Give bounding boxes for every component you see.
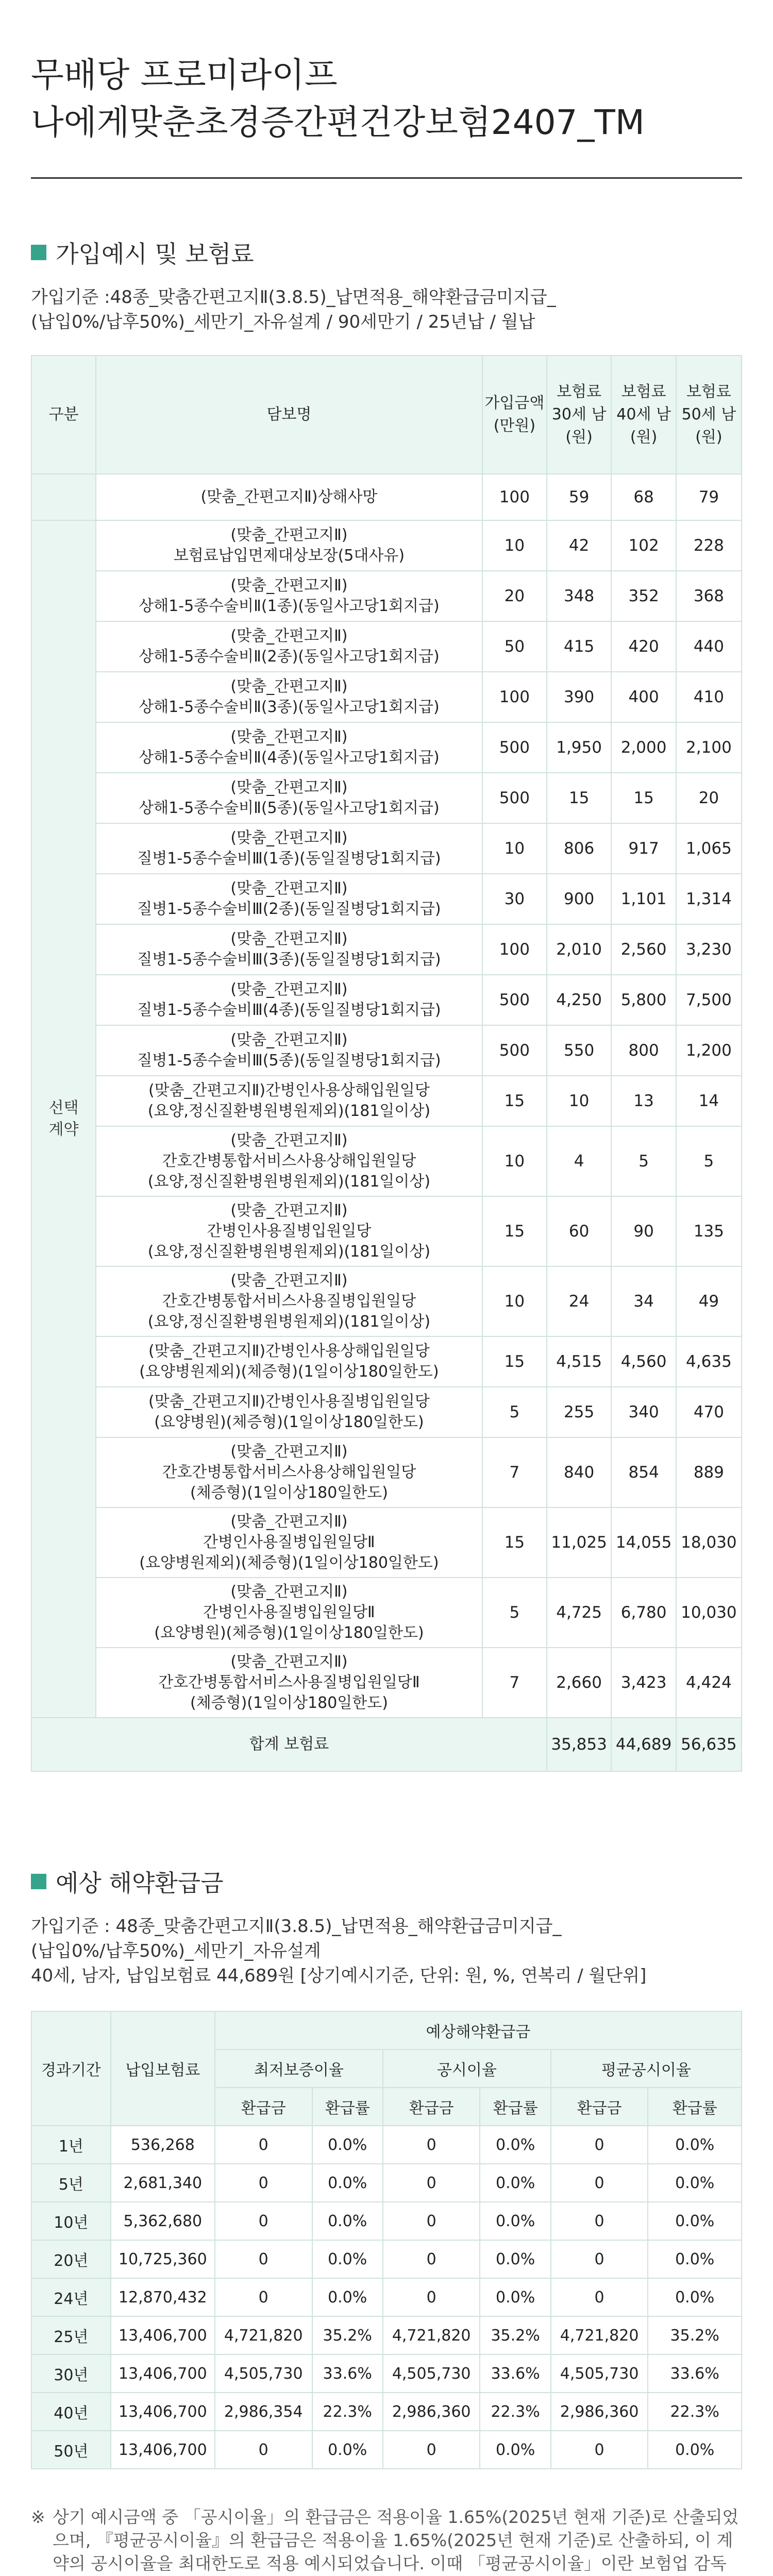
table-row [31,2393,742,2431]
paid-cell: 536,268 [111,2126,215,2164]
refund-cell: 0 [551,2240,648,2278]
premium-cell: 440 [676,621,742,672]
premium-cell: 550 [547,1025,611,1076]
refund-cell: 2,986,354 [215,2393,312,2431]
table-row [31,2240,742,2278]
header-average-rate: 평균공시이율 [551,2049,742,2088]
premium-cell: 4,560 [611,1336,676,1387]
header-ratio: 환급률 [312,2088,383,2126]
ratio-cell: 33.6% [312,2354,383,2393]
refund-cell: 0 [215,2278,312,2316]
amount-cell: 5 [482,1578,547,1648]
period-cell: 40년 [31,2393,111,2431]
table-row [31,672,742,722]
refund-cell: 0 [383,2240,480,2278]
premium-cell: 4,635 [676,1336,742,1387]
amount-cell: 10 [482,1126,547,1196]
table-row [31,571,742,621]
refund-cell: 0 [383,2202,480,2240]
paid-cell: 5,362,680 [111,2202,215,2240]
premium-cell: 348 [547,571,611,621]
premium-cell: 420 [611,621,676,672]
refund-cell: 4,721,820 [215,2316,312,2354]
amount-cell: 15 [482,1196,547,1266]
header-refund: 환급금 [215,2088,312,2126]
ratio-cell: 22.3% [648,2393,742,2431]
premium-cell: 102 [611,520,676,571]
square-bullet-icon [31,245,46,260]
premium-cell: 255 [547,1387,611,1437]
premium-cell: 368 [676,571,742,621]
ratio-cell: 0.0% [480,2431,550,2469]
table-row [31,1076,742,1126]
ratio-cell: 0.0% [648,2240,742,2278]
premium-cell: 6,780 [611,1578,676,1648]
amount-cell: 500 [482,722,547,773]
coverage-name: (맞춤_간편고지Ⅱ) 보험료납입면제대상보장(5대사유) [96,520,482,571]
period-cell: 10년 [31,2202,111,2240]
ratio-cell: 0.0% [648,2278,742,2316]
header-premium-40: 보험료 40세 남 (원) [611,355,676,474]
premium-cell: 840 [547,1437,611,1507]
premium-cell: 5 [611,1126,676,1196]
header-refund: 환급금 [383,2088,480,2126]
premium-cell: 7,500 [676,975,742,1025]
amount-cell: 5 [482,1387,547,1437]
basis-line: (납입0%/납후50%)_세만기_자유설계 / 90세만기 / 25년납 / 월납 [31,312,535,332]
paid-cell: 13,406,700 [111,2316,215,2354]
refund-cell: 0 [551,2126,648,2164]
refund-cell: 0 [215,2240,312,2278]
refund-cell: 4,721,820 [551,2316,648,2354]
section-heading-refund [31,1865,742,1899]
table-row [31,1196,742,1266]
refund-basis-info [31,1914,742,1988]
ratio-cell: 0.0% [648,2431,742,2469]
premium-cell: 2,560 [611,924,676,975]
ratio-cell: 35.2% [648,2316,742,2354]
amount-cell: 500 [482,1025,547,1076]
section-heading-premium [31,235,742,269]
amount-cell: 50 [482,621,547,672]
amount-cell: 500 [482,975,547,1025]
premium-cell: 14,055 [611,1507,676,1578]
table-row [31,1336,742,1387]
note-marker: ※ [31,2507,45,2527]
premium-cell: 2,660 [547,1648,611,1718]
amount-cell: 500 [482,773,547,823]
premium-cell: 470 [676,1387,742,1437]
premium-cell: 4,725 [547,1578,611,1648]
amount-cell: 30 [482,874,547,924]
refund-cell: 0 [551,2164,648,2202]
premium-cell: 1,101 [611,874,676,924]
ratio-cell: 0.0% [312,2164,383,2202]
paid-cell: 13,406,700 [111,2393,215,2431]
premium-cell: 2,010 [547,924,611,975]
ratio-cell: 33.6% [480,2354,550,2393]
premium-basis-info [31,285,742,334]
table-row [31,874,742,924]
coverage-name: (맞춤_간편고지Ⅱ) 상해1-5종수술비Ⅱ(4종)(동일사고당1회지급) [96,722,482,773]
ratio-cell: 0.0% [312,2202,383,2240]
period-cell: 1년 [31,2126,111,2164]
coverage-name: (맞춤_간편고지Ⅱ) 간병인사용질병입원일당 (요양,정신질환병원병원제외)(181일이상) [96,1196,482,1266]
premium-cell: 90 [611,1196,676,1266]
period-cell: 50년 [31,2431,111,2469]
title-divider [31,177,742,179]
table-row [31,1578,742,1648]
table-row [31,1437,742,1507]
table-header-row [31,2011,742,2049]
ratio-cell: 0.0% [648,2164,742,2202]
premium-cell: 49 [676,1266,742,1336]
premium-cell: 228 [676,520,742,571]
table-row [31,975,742,1025]
square-bullet-icon [31,1874,46,1889]
refund-cell: 0 [551,2202,648,2240]
coverage-name: (맞춤_간편고지Ⅱ) 질병1-5종수술비Ⅲ(2종)(동일질병당1회지급) [96,874,482,924]
basis-line: 가입기준 : 48종_맞춤간편고지Ⅱ(3.8.5)_납면적용_해약환급금미지급_ [31,1916,562,1937]
table-row [31,621,742,672]
notes-list [31,2505,742,2576]
paid-cell: 2,681,340 [111,2164,215,2202]
coverage-name: (맞춤_간편고지Ⅱ) 상해1-5종수술비Ⅱ(1종)(동일사고당1회지급) [96,571,482,621]
premium-cell: 5,800 [611,975,676,1025]
coverage-name: (맞춤_간편고지Ⅱ) 질병1-5종수술비Ⅲ(3종)(동일질병당1회지급) [96,924,482,975]
ratio-cell: 22.3% [312,2393,383,2431]
ratio-cell: 0.0% [312,2126,383,2164]
refund-cell: 4,505,730 [215,2354,312,2393]
total-premium: 56,635 [676,1718,742,1771]
amount-cell: 100 [482,672,547,722]
premium-cell: 15 [547,773,611,823]
period-cell: 20년 [31,2240,111,2278]
total-label: 합계 보험료 [31,1718,547,1771]
refund-cell: 4,505,730 [383,2354,480,2393]
basis-line: 40세, 남자, 납입보험료 44,689원 [상기예시기준, 단위: 원, %, 연복리 / 월단위] [31,1965,647,1986]
header-public-rate: 공시이율 [383,2049,551,2088]
section-title: 예상 해약환급금 [56,1869,224,1897]
premium-cell: 5 [676,1126,742,1196]
amount-cell: 10 [482,1266,547,1336]
coverage-name: (맞춤_간편고지Ⅱ) 간병인사용질병입원일당Ⅱ (요양병원)(체증형)(1일이상180일한도) [96,1578,482,1648]
table-row [31,924,742,975]
premium-cell: 889 [676,1437,742,1507]
ratio-cell: 0.0% [312,2431,383,2469]
premium-cell: 68 [611,474,676,520]
premium-cell: 1,950 [547,722,611,773]
refund-cell: 0 [551,2431,648,2469]
premium-cell: 10,030 [676,1578,742,1648]
amount-cell: 15 [482,1076,547,1126]
premium-cell: 3,423 [611,1648,676,1718]
header-refund: 환급금 [551,2088,648,2126]
refund-cell: 0 [215,2431,312,2469]
ratio-cell: 0.0% [312,2240,383,2278]
table-row [31,823,742,874]
premium-table [31,355,742,1772]
table-row [31,1025,742,1076]
ratio-cell: 0.0% [312,2278,383,2316]
refund-cell: 0 [215,2202,312,2240]
amount-cell: 10 [482,823,547,874]
premium-cell: 1,314 [676,874,742,924]
amount-cell: 7 [482,1437,547,1507]
table-row [31,722,742,773]
table-row [31,2164,742,2202]
header-paid: 납입보험료 [111,2011,215,2126]
coverage-name: (맞춤_간편고지Ⅱ) 질병1-5종수술비Ⅲ(5종)(동일질병당1회지급) [96,1025,482,1076]
premium-cell: 390 [547,672,611,722]
total-row [31,1718,742,1771]
refund-cell: 0 [383,2126,480,2164]
premium-cell: 11,025 [547,1507,611,1578]
table-row [31,773,742,823]
period-cell: 5년 [31,2164,111,2202]
table-row [31,1126,742,1196]
ratio-cell: 0.0% [648,2202,742,2240]
ratio-cell: 35.2% [480,2316,550,2354]
coverage-name: (맞춤_간편고지Ⅱ) 간병인사용질병입원일당Ⅱ (요양병원제외)(체증형)(1일이상180일한도) [96,1507,482,1578]
premium-cell: 410 [676,672,742,722]
period-cell: 30년 [31,2354,111,2393]
period-cell: 24년 [31,2278,111,2316]
table-row [31,474,742,520]
header-ratio: 환급률 [480,2088,550,2126]
premium-cell: 4,424 [676,1648,742,1718]
ratio-cell: 0.0% [480,2202,550,2240]
category-cell: 선택 계약 [31,520,96,1718]
total-premium: 35,853 [547,1718,611,1771]
premium-cell: 4,250 [547,975,611,1025]
header-min-rate: 최저보증이율 [215,2049,383,2088]
title-block [31,0,742,146]
premium-cell: 415 [547,621,611,672]
premium-cell: 917 [611,823,676,874]
premium-cell: 1,065 [676,823,742,874]
premium-cell: 20 [676,773,742,823]
ratio-cell: 0.0% [480,2240,550,2278]
header-expected-refund: 예상해약환급금 [215,2011,742,2049]
header-coverage-name: 담보명 [96,355,482,474]
table-row [31,1648,742,1718]
coverage-name: (맞춤_간편고지Ⅱ) 상해1-5종수술비Ⅱ(2종)(동일사고당1회지급) [96,621,482,672]
premium-cell: 340 [611,1387,676,1437]
ratio-cell: 0.0% [480,2278,550,2316]
premium-cell: 2,100 [676,722,742,773]
coverage-name: (맞춤_간편고지Ⅱ)간병인사용질병입원일당 (요양병원)(체증형)(1일이상180일한도) [96,1387,482,1437]
refund-cell: 4,505,730 [551,2354,648,2393]
amount-cell: 100 [482,474,547,520]
premium-cell: 60 [547,1196,611,1266]
premium-cell: 900 [547,874,611,924]
product-title-line1: 무배당 프로미라이프 [31,55,338,95]
table-row [31,2278,742,2316]
ratio-cell: 35.2% [312,2316,383,2354]
premium-cell: 352 [611,571,676,621]
premium-cell: 4,515 [547,1336,611,1387]
table-row [31,2202,742,2240]
refund-cell: 0 [383,2278,480,2316]
coverage-name: (맞춤_간편고지Ⅱ) 질병1-5종수술비Ⅲ(4종)(동일질병당1회지급) [96,975,482,1025]
refund-cell: 2,986,360 [383,2393,480,2431]
refund-cell: 0 [551,2278,648,2316]
paid-cell: 10,725,360 [111,2240,215,2278]
table-row [31,1507,742,1578]
premium-cell: 34 [611,1266,676,1336]
ratio-cell: 0.0% [480,2164,550,2202]
paid-cell: 13,406,700 [111,2431,215,2469]
premium-cell: 3,230 [676,924,742,975]
coverage-name: (맞춤_간편고지Ⅱ) 상해1-5종수술비Ⅱ(3종)(동일사고당1회지급) [96,672,482,722]
total-premium: 44,689 [611,1718,676,1771]
period-cell: 25년 [31,2316,111,2354]
premium-cell: 18,030 [676,1507,742,1578]
ratio-cell: 33.6% [648,2354,742,2393]
premium-cell: 13 [611,1076,676,1126]
premium-cell: 59 [547,474,611,520]
premium-cell: 10 [547,1076,611,1126]
premium-cell: 1,200 [676,1025,742,1076]
refund-cell: 0 [215,2164,312,2202]
coverage-name: (맞춤_간편고지Ⅱ) 간호간병통합서비스사용상해입원일당 (체증형)(1일이상180일한도) [96,1437,482,1507]
paid-cell: 12,870,432 [111,2278,215,2316]
premium-cell: 854 [611,1437,676,1507]
coverage-name: (맞춤_간편고지Ⅱ) 상해1-5종수술비Ⅱ(5종)(동일사고당1회지급) [96,773,482,823]
amount-cell: 20 [482,571,547,621]
refund-cell: 0 [383,2431,480,2469]
amount-cell: 10 [482,520,547,571]
basis-line: 가입기준 :48종_맞춤간편고지Ⅱ(3.8.5)_납면적용_해약환급금미지급_ [31,287,556,308]
coverage-name: (맞춤_간편고지Ⅱ)간병인사용상해입원일당 (요양,정신질환병원병원제외)(181일이상) [96,1076,482,1126]
amount-cell: 15 [482,1507,547,1578]
coverage-name: (맞춤_간편고지Ⅱ)간병인사용상해입원일당 (요양병원제외)(체증형)(1일이상180일한도) [96,1336,482,1387]
premium-cell: 806 [547,823,611,874]
ratio-cell: 22.3% [480,2393,550,2431]
basis-line: (납입0%/납후50%)_세만기_자유설계 [31,1941,321,1961]
amount-cell: 7 [482,1648,547,1718]
premium-cell: 135 [676,1196,742,1266]
premium-cell: 42 [547,520,611,571]
note-item [31,2505,742,2576]
coverage-name: (맞춤_간편고지Ⅱ)상해사망 [96,474,482,520]
table-row [31,1266,742,1336]
premium-cell: 14 [676,1076,742,1126]
header-period: 경과기간 [31,2011,111,2126]
premium-cell: 800 [611,1025,676,1076]
header-amount: 가입금액 (만원) [482,355,547,474]
header-premium-50: 보험료 50세 남 (원) [676,355,742,474]
refund-cell: 0 [383,2164,480,2202]
refund-cell: 2,986,360 [551,2393,648,2431]
premium-cell: 79 [676,474,742,520]
table-row [31,2126,742,2164]
coverage-name: (맞춤_간편고지Ⅱ) 간호간병통합서비스사용질병입원일당Ⅱ (체증형)(1일이상180일한도) [96,1648,482,1718]
premium-cell: 2,000 [611,722,676,773]
header-category: 구분 [31,355,96,474]
section-title: 가입예시 및 보험료 [56,240,254,268]
amount-cell: 100 [482,924,547,975]
amount-cell: 15 [482,1336,547,1387]
product-title-line2: 나에게맞춘초경증간편건강보험2407_TM [31,103,645,142]
coverage-name: (맞춤_간편고지Ⅱ) 간호간병통합서비스사용상해입원일당 (요양,정신질환병원병원제외)(181일이상) [96,1126,482,1196]
coverage-name: (맞춤_간편고지Ⅱ) 간호간병통합서비스사용질병입원일당 (요양,정신질환병원병원제외)(181일이상) [96,1266,482,1336]
header-ratio: 환급률 [648,2088,742,2126]
premium-cell: 400 [611,672,676,722]
premium-cell: 15 [611,773,676,823]
table-row [31,2431,742,2469]
table-row [31,2354,742,2393]
refund-table [31,2011,742,2469]
refund-cell: 0 [215,2126,312,2164]
paid-cell: 13,406,700 [111,2354,215,2393]
ratio-cell: 0.0% [648,2126,742,2164]
premium-cell: 24 [547,1266,611,1336]
table-row [31,2316,742,2354]
note-text: 상기 예시금액 중 「공시이율」의 환급금은 적용이율 1.65%(2025년 현재 기준)로 산출되었으며, 『평균공시이율』의 환급금은 적용이율 1.65%(2025년 현재 기준)로 산출하되, 이 계약의 공시이율을 최대한도로 적용 예시되었습니다. 이때 「평균공시이율」이란 보험업 감독 [53,2507,739,2573]
premium-cell: 4 [547,1126,611,1196]
table-header-row [31,355,742,474]
table-row [31,1387,742,1437]
coverage-name: (맞춤_간편고지Ⅱ) 질병1-5종수술비Ⅲ(1종)(동일질병당1회지급) [96,823,482,874]
ratio-cell: 0.0% [480,2126,550,2164]
category-cell [31,474,96,520]
refund-cell: 4,721,820 [383,2316,480,2354]
header-premium-30: 보험료 30세 남 (원) [547,355,611,474]
table-row [31,520,742,571]
